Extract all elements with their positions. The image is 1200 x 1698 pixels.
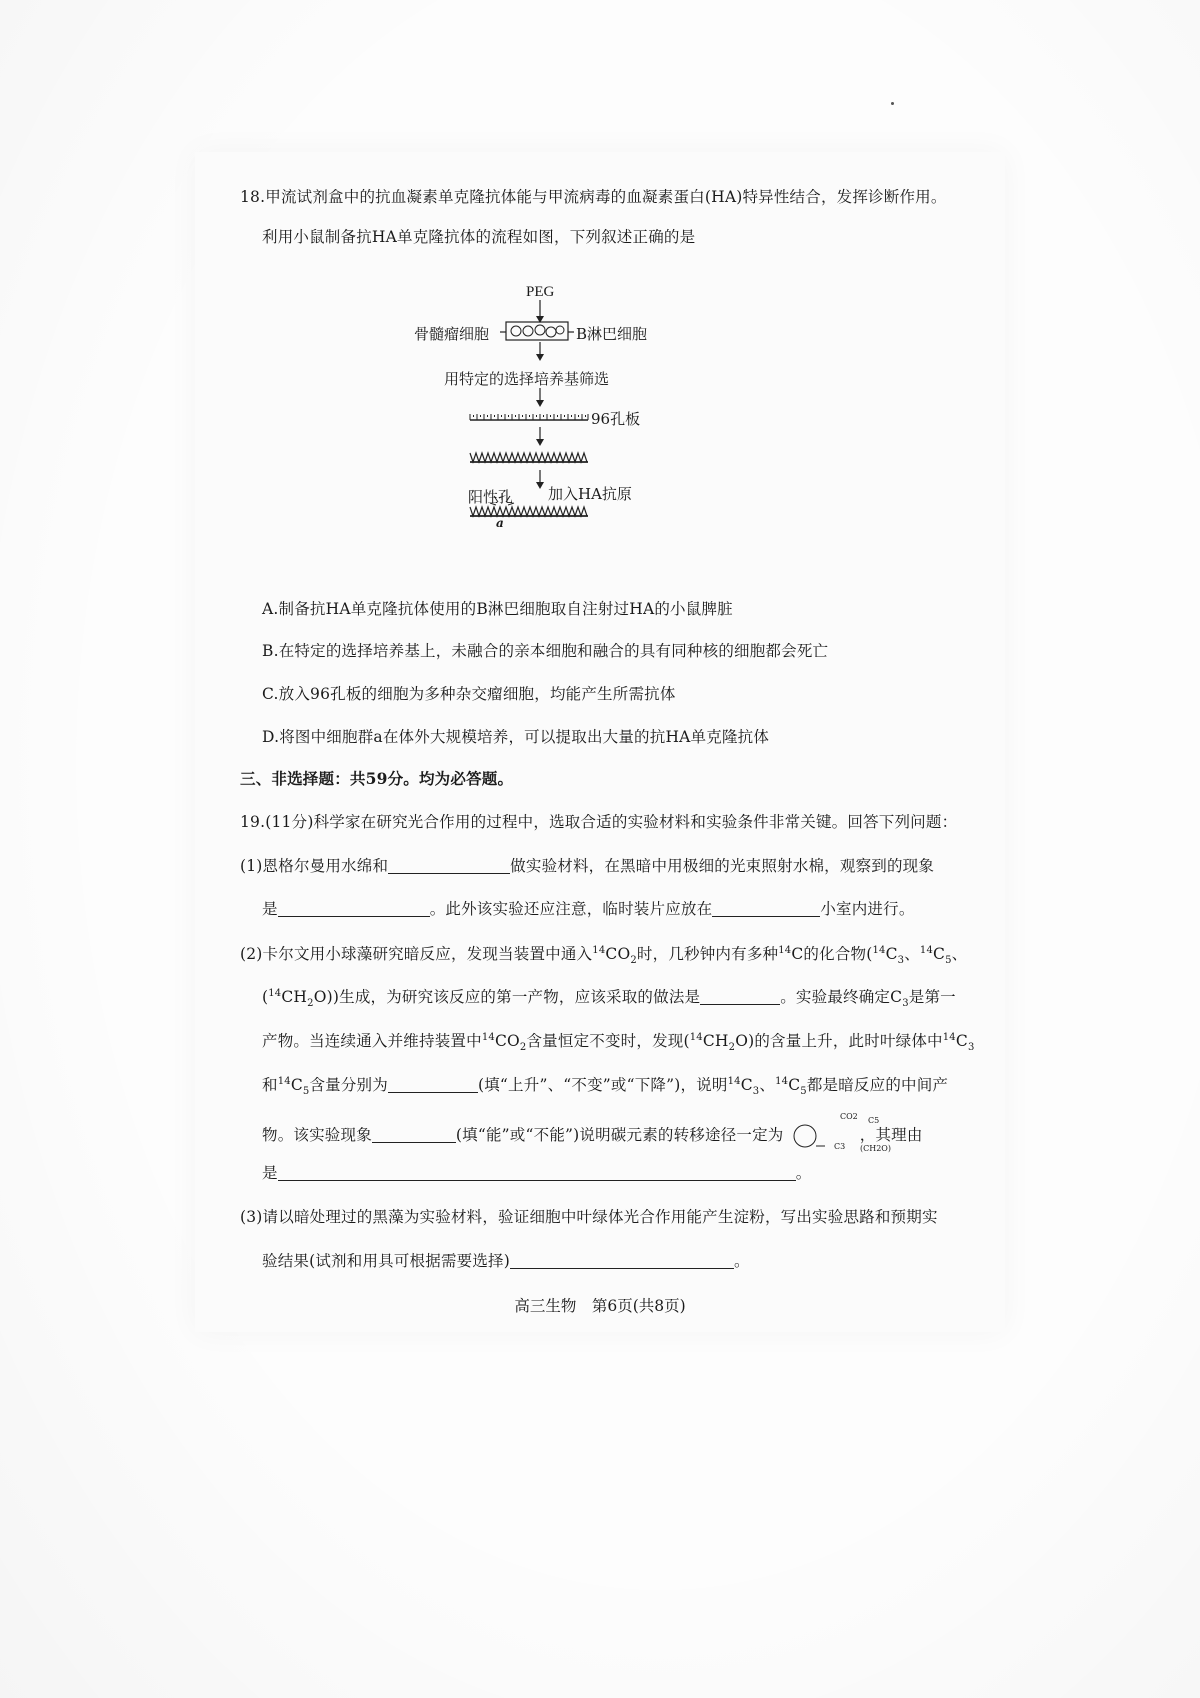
answer-blank-p2-can[interactable] <box>372 1126 456 1143</box>
q19-p2-text-c: 时，几秒钟内有多种 <box>636 945 779 963</box>
q19-part3-line2 <box>262 1250 750 1272</box>
q18-option-b: B.在特定的选择培养基上，未融合的亲本细胞和融合的具有同种核的细胞都会死亡 <box>262 642 829 660</box>
q19-part2-line2 <box>262 986 956 1008</box>
cell-circle-5 <box>556 326 564 334</box>
q19-p1-text-c: 是 <box>262 900 278 918</box>
sub-2: 2 <box>630 955 637 967</box>
q19-part2-line5 <box>262 1118 923 1160</box>
q18-option-a: A.制备抗HA单克隆抗体使用的B淋巴细胞取自注射过HA的小鼠脾脏 <box>262 600 733 618</box>
cycle-circle <box>794 1125 816 1147</box>
q19-part3-line1: (3)请以暗处理过的黑藻为实验材料，验证细胞中叶绿体光合作用能产生淀粉，写出实验思路和预期实 <box>240 1208 938 1226</box>
q19-p2-text-d: C的化合物( <box>791 945 873 963</box>
selection-medium-label: 用特定的选择培养基筛选 <box>444 370 610 388</box>
q19-p2-c: C <box>955 1032 968 1050</box>
sup-14: 14 <box>268 987 282 999</box>
q19-p1-text-b: 做实验材料，在黑暗中用极细的光束照射水棉，观察到的现象 <box>510 857 935 875</box>
sup-14: 14 <box>942 1031 956 1043</box>
q19-p2-c: C <box>290 1076 303 1094</box>
q19-p2-text-n: 产物。当连续通入并维持装置中 <box>262 1032 482 1050</box>
sub-3: 3 <box>752 1086 760 1098</box>
sub-5: 5 <box>302 1086 310 1098</box>
q19-p2-co: CO <box>605 945 631 963</box>
answer-blank-p2-trend[interactable] <box>388 1076 478 1093</box>
sub-2: 2 <box>728 1042 736 1054</box>
answer-blank-p1-phenomenon[interactable] <box>278 900 430 917</box>
sub-5: 5 <box>945 955 952 967</box>
sup-14: 14 <box>778 944 792 956</box>
q19-p2-text-r: O)的含量上升，此时叶绿体中 <box>735 1032 943 1050</box>
sub-3: 3 <box>897 955 905 967</box>
q19-part2-line6 <box>262 1162 811 1184</box>
sub-3: 3 <box>967 1042 975 1054</box>
cell-group-a-label: a <box>496 516 504 530</box>
sup-14: 14 <box>689 1031 703 1043</box>
answer-blank-p1-material[interactable] <box>388 857 510 874</box>
q19-p2-text-l: 。实验最终确定C <box>780 988 903 1006</box>
sub-5: 5 <box>800 1086 807 1098</box>
cycle-c5-label: C5 <box>868 1116 880 1125</box>
q18-option-c: C.放入96孔板的细胞为多种杂交瘤细胞，均能产生所需抗体 <box>262 685 676 703</box>
q19-p1-text-d: 。此外该实验还应注意，临时装片应放在 <box>429 900 713 918</box>
arrow-to-plate-head <box>536 400 544 407</box>
q19-part2-line3 <box>262 1030 975 1052</box>
cycle-co2-label: CO2 <box>840 1112 858 1121</box>
carbon-cycle-diagram <box>789 1118 855 1160</box>
scan-speck <box>891 102 894 105</box>
q19-p2-text-ad: ，其理由 <box>859 1126 923 1144</box>
q19-p3-text-b: 验结果(试剂和用具可根据需要选择) <box>262 1252 510 1270</box>
sup-14: 14 <box>872 944 886 956</box>
q19-p2-and: 和 <box>262 1076 278 1094</box>
q19-p2-text-w: (填“上升”、“不变”或“下降”)，说明 <box>477 1076 728 1094</box>
hybridoma-flow-diagram <box>414 284 700 570</box>
cell-circle-1 <box>511 326 521 336</box>
positive-well-label: 阳性孔 <box>468 488 514 506</box>
cycle-c3-label: C3 <box>834 1142 846 1151</box>
q18-line1: 18.甲流试剂盒中的抗血凝素单克隆抗体能与甲流病毒的血凝素蛋白(HA)特异性结合，发挥诊断作用。 <box>240 188 947 206</box>
q19-p2-period: 。 <box>795 1164 812 1182</box>
plate-96-wells <box>470 414 588 420</box>
answer-blank-p2-reason[interactable] <box>278 1164 796 1181</box>
q19-p2-text-p: 含量恒定不变时，发现( <box>526 1032 690 1050</box>
cell-circle-2 <box>523 326 533 336</box>
q19-p2-text-ae: 是 <box>262 1164 278 1182</box>
q19-p2-text-ab: 物。该实验现象 <box>262 1126 372 1144</box>
b-lymphocyte-label: B淋巴细胞 <box>576 325 648 343</box>
sup-14: 14 <box>481 1031 495 1043</box>
answer-blank-p2-method[interactable] <box>700 988 780 1005</box>
q19-p2-text-aa: 都是暗反应的中间产 <box>806 1076 949 1094</box>
q19-p1-text-a: (1)恩格尔曼用水绵和 <box>240 857 389 875</box>
q19-part2-line1 <box>240 943 967 965</box>
q19-p2-ch: CH <box>702 1032 729 1050</box>
answer-blank-p3-design[interactable] <box>510 1252 734 1269</box>
sup-14: 14 <box>775 1075 789 1087</box>
q19-p2-co: CO <box>494 1032 520 1050</box>
plate-96-label: 96孔板 <box>591 410 641 428</box>
q19-p2-c: C <box>885 945 898 963</box>
sub-2: 2 <box>307 998 314 1010</box>
q19-p3-period: 。 <box>734 1252 750 1270</box>
page-footer: 高三生物 第6页(共8页) <box>514 1297 686 1315</box>
q19-p2-text-k: O))生成，为研究该反应的第一产物，应该采取的做法是 <box>313 988 701 1006</box>
sup-14: 14 <box>919 944 934 956</box>
fusion-box <box>506 322 568 340</box>
q19-p2-comma: 、 <box>904 945 920 963</box>
q19-p2-text-ac: (填“能”或“不能”)说明碳元素的转移途径一定为 <box>455 1126 784 1144</box>
sup-14: 14 <box>592 944 606 956</box>
q19-p2-c: C <box>788 1076 801 1094</box>
sup-14: 14 <box>727 1075 741 1087</box>
clone-plate-wells <box>470 453 587 462</box>
q19-p2-paren: ( <box>262 988 269 1006</box>
add-antigen-label: 加入HA抗原 <box>548 485 632 503</box>
sub-3: 3 <box>902 998 909 1010</box>
q19-part2-line4 <box>262 1074 948 1096</box>
peg-label: PEG <box>526 284 555 300</box>
sub-2: 2 <box>519 1042 527 1054</box>
sup-14: 14 <box>277 1075 291 1087</box>
q19-intro: 19.(11分)科学家在研究光合作用的过程中，选取合适的实验材料和实验条件非常关键。回答下列问题： <box>240 813 958 831</box>
myeloma-cell-label: 骨髓瘤细胞 <box>414 325 490 343</box>
q18-line2: 利用小鼠制备抗HA单克隆抗体的流程如图，下列叙述正确的是 <box>262 228 696 246</box>
q19-p2-ch: CH <box>281 988 308 1006</box>
answer-blank-p1-chamber[interactable] <box>712 900 820 917</box>
q19-p2-text-a: (2)卡尔文用小球藻研究暗反应，发现当装置中通入 <box>240 945 593 963</box>
q19-p2-text-m: 是第一 <box>908 988 956 1006</box>
q19-p2-comma: 、 <box>951 945 968 963</box>
cell-circle-3 <box>535 325 545 335</box>
q19-p1-text-e: 小室内进行。 <box>820 900 915 918</box>
q19-p2-c: C <box>933 945 946 963</box>
q19-part1-line1 <box>240 855 934 877</box>
q19-p2-comma: 、 <box>759 1076 776 1094</box>
cycle-ch2o-label: (CH2O) <box>860 1144 891 1153</box>
q18-option-d: D.将图中细胞群a在体外大规模培养，可以提取出大量的抗HA单克隆抗体 <box>262 728 770 746</box>
q19-p2-c: C <box>740 1076 753 1094</box>
arrow-to-screen-head <box>536 354 544 361</box>
cell-circle-4 <box>546 327 556 337</box>
final-plate-wells <box>470 507 587 516</box>
arrow-add-antigen-head <box>536 482 544 489</box>
q19-part1-line2 <box>262 898 915 920</box>
section-3-heading: 三、非选择题：共59分。均为必答题。 <box>240 769 514 788</box>
arrow-to-clone-plate-head <box>536 439 544 446</box>
q19-p2-text-v: 含量分别为 <box>309 1076 388 1094</box>
